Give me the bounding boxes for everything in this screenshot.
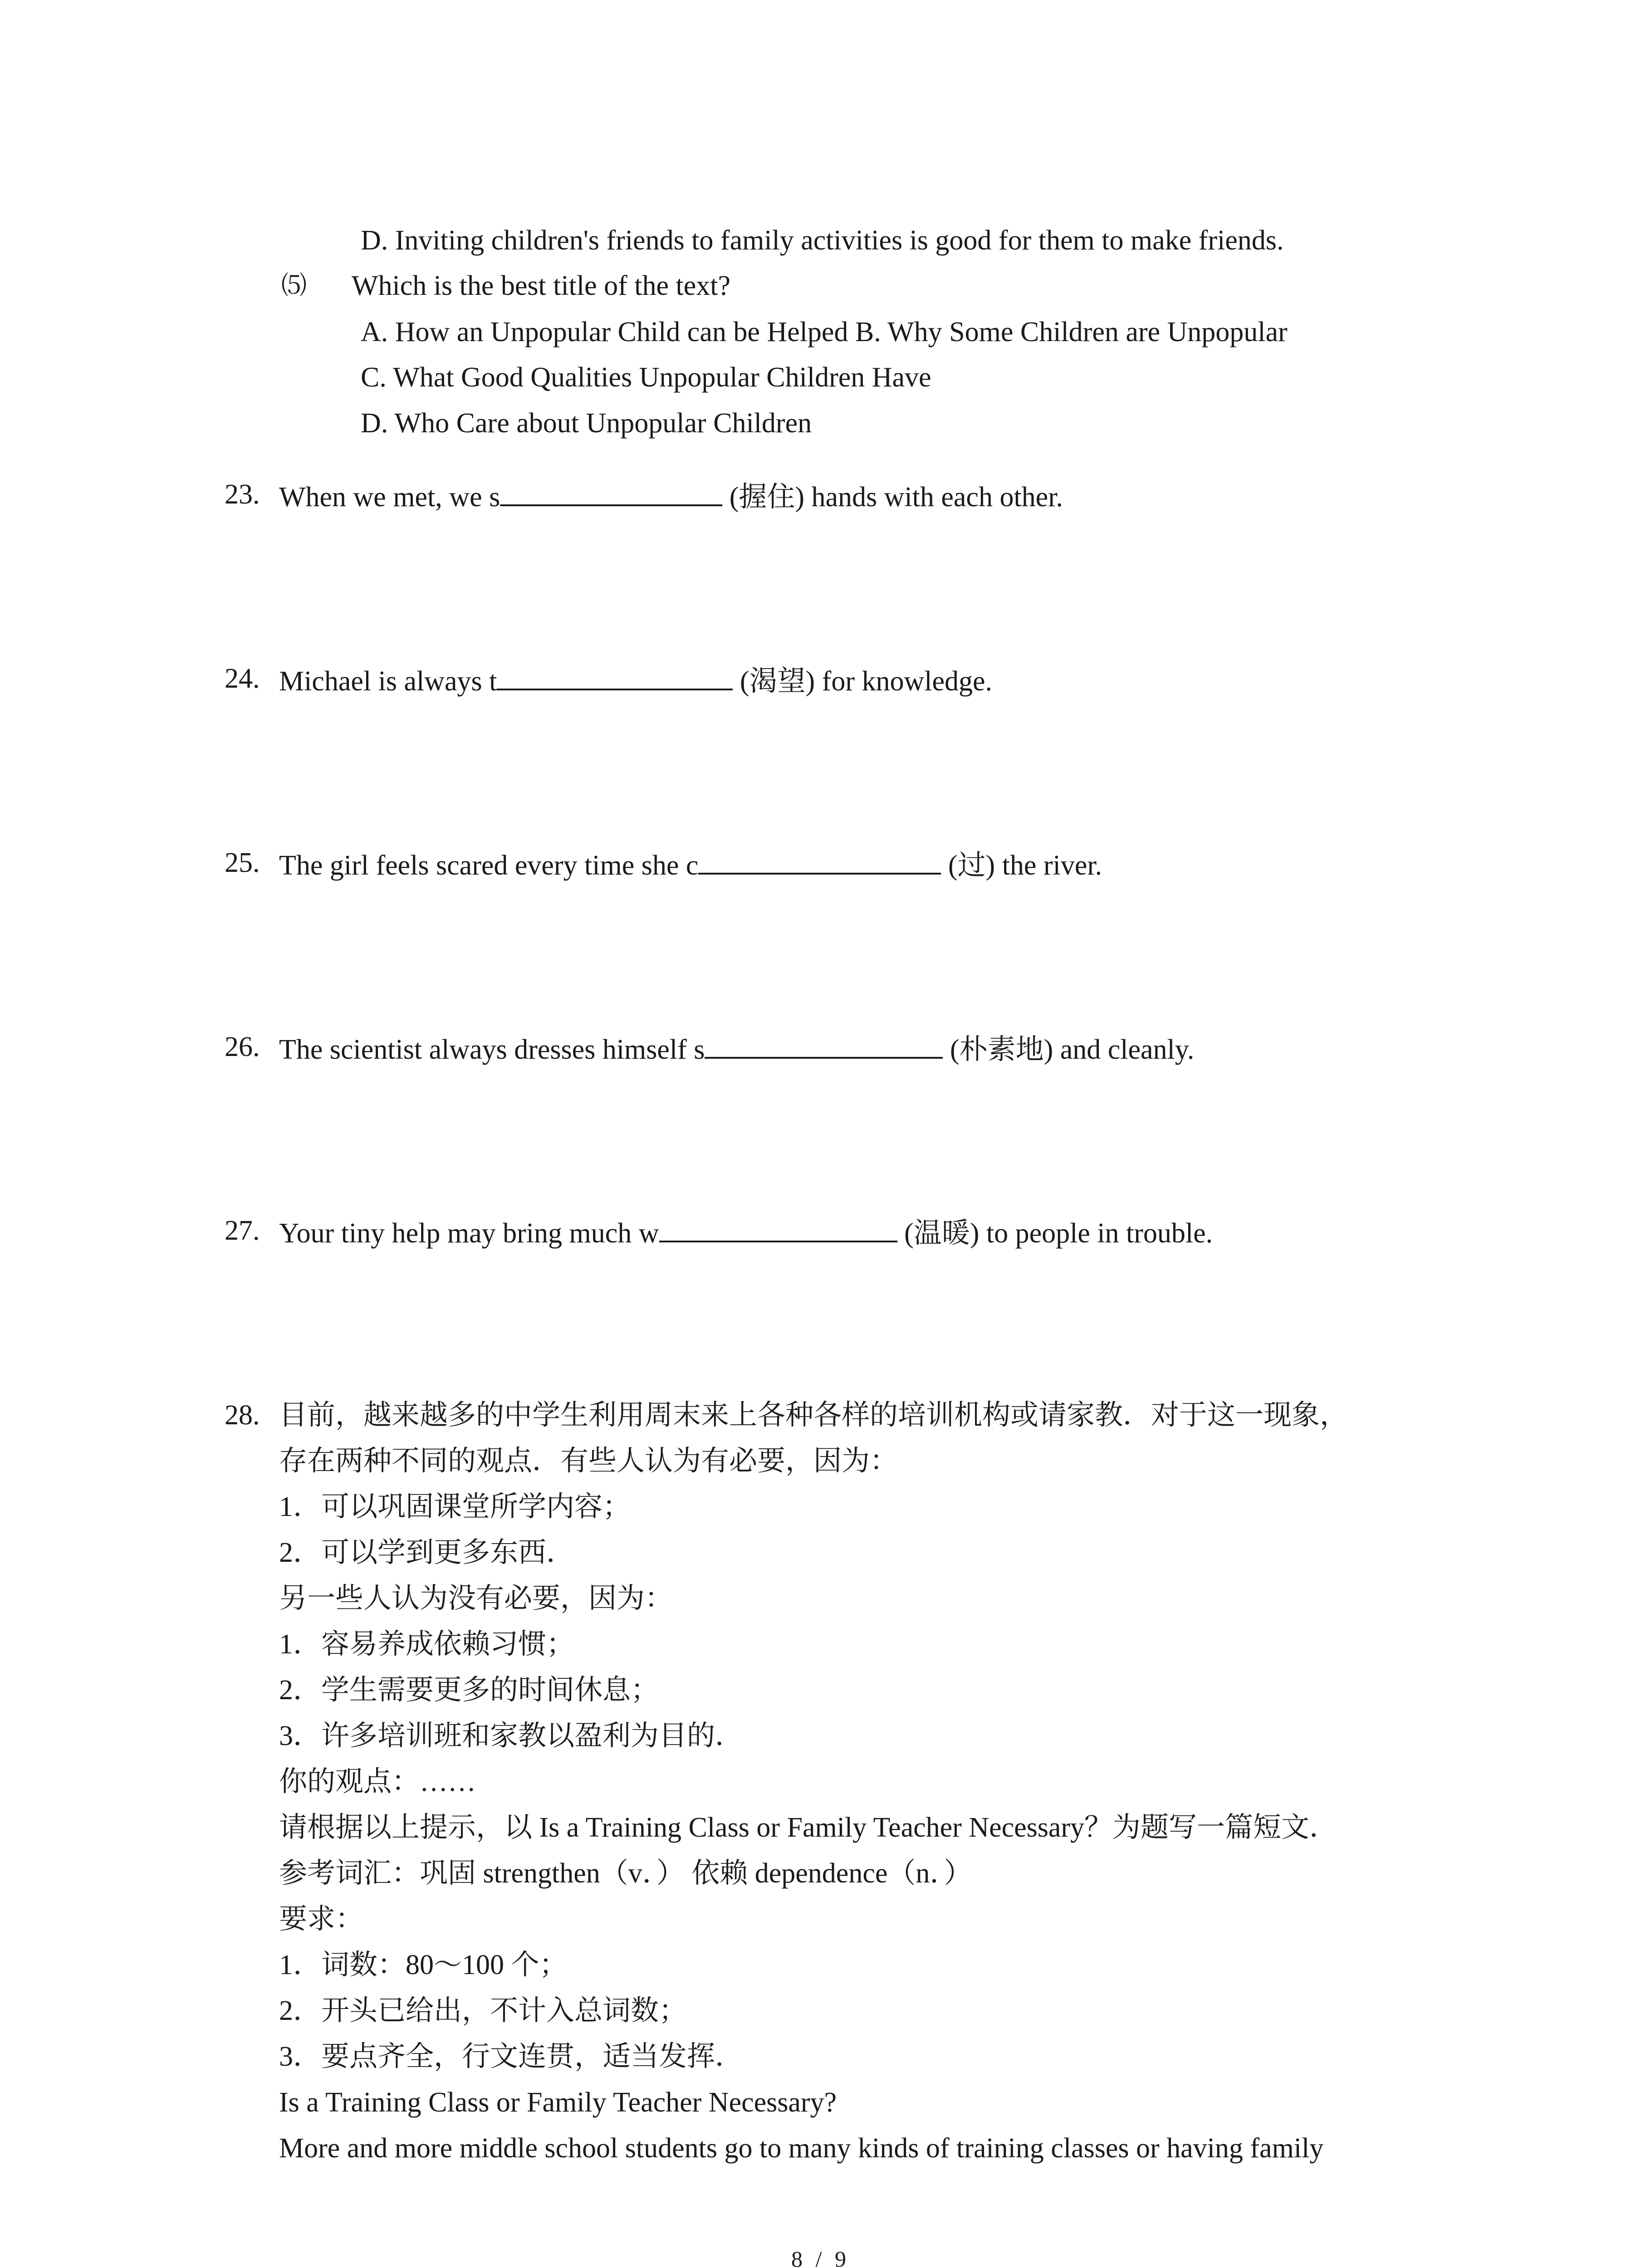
sentence-after: (握住) hands with each other. <box>722 482 1063 513</box>
prompt-line: 2．学生需要更多的时间休息； <box>279 1675 659 1706</box>
answer-blank[interactable] <box>500 476 722 506</box>
question-sentence <box>279 1212 1213 1251</box>
question-number: 26. <box>225 1031 260 1062</box>
answer-blank[interactable] <box>698 845 941 875</box>
question-number: 23. <box>225 479 260 510</box>
sentence-before: When we met, we s <box>279 482 500 513</box>
prompt-line: 2．可以学到更多东西． <box>279 1537 575 1568</box>
question-number: 27. <box>225 1215 260 1246</box>
prompt-line: 3．要点齐全，行文连贯，适当发挥． <box>279 2041 744 2072</box>
question-number: 28. <box>225 1400 260 1431</box>
question-number: 25. <box>225 847 260 878</box>
prompt-line: 另一些人认为没有必要，因为： <box>279 1583 673 1614</box>
subquestion-5-options-ab: A. How an Unpopular Child can be Helped B. Why Some Children are Unpopular <box>361 317 1288 347</box>
prompt-line: 1．词数：80～100 个； <box>279 1950 568 1980</box>
sentence-after: (过) the river. <box>941 850 1102 881</box>
sentence-before: The girl feels scared every time she c <box>279 850 699 881</box>
prompt-line: 1．可以巩固课堂所学内容； <box>279 1491 631 1522</box>
question-sentence <box>279 660 992 699</box>
answer-blank[interactable] <box>659 1212 897 1242</box>
sentence-before: Your tiny help may bring much w <box>279 1218 659 1249</box>
prompt-line: 存在两种不同的观点．有些人认为有必要，因为： <box>279 1446 898 1476</box>
prompt-line: 2．开头已给出，不计入总词数； <box>279 1995 687 2026</box>
prompt-line: 3．许多培训班和家教以盈利为目的． <box>279 1721 744 1751</box>
sentence-before: Michael is always t <box>279 666 497 697</box>
question-number: 24. <box>225 663 260 694</box>
answer-blank[interactable] <box>705 1029 943 1059</box>
prompt-line: 要求： <box>279 1904 364 1935</box>
prompt-line: 目前，越来越多的中学生利用周末来上各种各样的培训机构或请家教．对于这一现象， <box>279 1400 1348 1431</box>
subquestion-5-text: Which is the best title of the text? <box>352 270 731 301</box>
prompt-line: 请根据以上提示，以 Is a Training Class or Family Teacher Necessary？为题写一篇短文． <box>279 1812 1338 1843</box>
sentence-after: (温暖) to people in trouble. <box>897 1218 1213 1249</box>
essay-opening: More and more middle school students go to many kinds of training classes or having family <box>279 2133 1324 2164</box>
subquestion-5-option-d: D. Who Care about Unpopular Children <box>361 408 812 439</box>
sentence-before: The scientist always dresses himself s <box>279 1034 705 1065</box>
subquestion-5-number: ⑸ <box>281 272 307 300</box>
prompt-line: 1．容易养成依赖习惯； <box>279 1629 575 1660</box>
prompt-line: 参考词汇：巩固 strengthen（v．） 依赖 dependence（n．） <box>279 1858 972 1889</box>
answer-blank[interactable] <box>497 660 733 690</box>
question-sentence <box>279 476 1063 515</box>
sentence-after: (朴素地) and cleanly. <box>943 1034 1195 1065</box>
page-number: 8 / 9 <box>791 2246 850 2268</box>
essay-title: Is a Training Class or Family Teacher Necessary? <box>279 2087 837 2118</box>
question-sentence <box>279 845 1102 884</box>
question-sentence <box>279 1029 1194 1068</box>
subquestion-5-option-c: C. What Good Qualities Unpopular Children Have <box>361 362 931 393</box>
sentence-after: (渴望) for knowledge. <box>733 666 993 697</box>
prompt-line: 你的观点：…… <box>279 1766 476 1797</box>
option-d-line: D. Inviting children's friends to family activities is good for them to make friends. <box>361 225 1284 256</box>
